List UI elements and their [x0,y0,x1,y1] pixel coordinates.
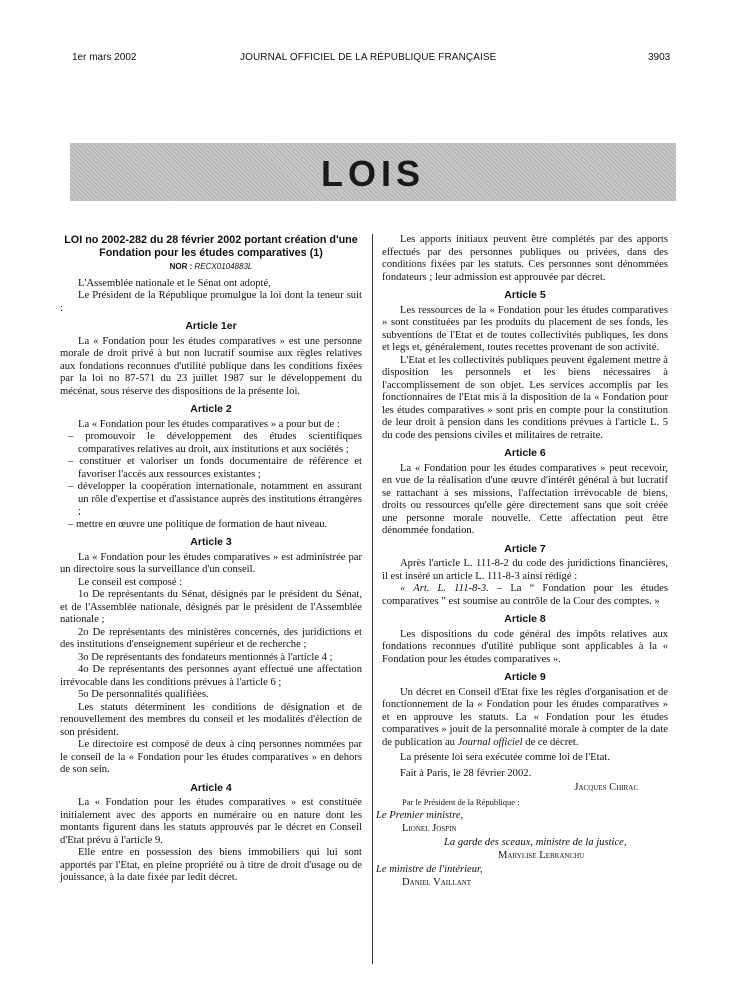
pm-title: Le Premier ministre, [376,810,464,821]
pm-name: Lionel Jospin [402,822,457,834]
article-quote: – La “ Fondation pour les études comparatives ” est soumise au contrôle de la Cour des comptes. » [382,583,668,607]
article-paragraph: La « Fondation pour les études comparatives » est une personne morale de droit privé à but non lucratif soumise aux règles relatives aux fondations reconnues d'utilité publique dans les conditions fixées par la loi no 87-571 du 23 juillet 1987 sur le développement du mécénat, sous réserve des dispositions de la présente loi. [60,335,362,397]
article-heading: Article 7 [504,542,546,555]
nor-code: RECX0104883L [194,262,253,271]
list-item: 3o De représentants des fondateurs mentionnés à l'article 4 ; [78,651,333,663]
list-item: – développer la coopération internationale, notamment en assurant un rôle d'expertise et d'assistance auprès des institutions étrangères ; [68,481,362,517]
text-segment: Un décret en Conseil d'Etat fixe les règles d'organisation et de fonctionnement de la « Fondation pour les études comparatives » et en approuve les statuts. La « Fondation pour les études comparatives » jouit de la personnalité morale à compter de la date de publication au [382,686,668,748]
article-paragraph: Après l'article L. 111-8-2 du code des juridictions financières, il est inséré un article L. 111-8-3 ainsi rédigé : [382,558,668,582]
article-paragraph: La « Fondation pour les études comparatives » est constituée initialement avec des apports en numéraire ou en nature dont les montants figurent dans les statuts approuvés par le décret en Conseil d'Etat prévu à l'article 9. [60,797,362,846]
column-divider [372,234,373,964]
article-paragraph: Le conseil est composé : [78,576,183,588]
list-item: – mettre en œuvre une politique de formation de haut niveau. [68,518,328,530]
article-paragraph: La « Fondation pour les études comparatives » a pour but de : [78,418,340,430]
interior-title: Le ministre de l'intérieur, [376,864,483,875]
text-segment: de ce décret. [522,736,579,748]
article-heading: Article 5 [504,289,546,301]
article-paragraph [382,583,668,608]
nor-label: NOR : [169,262,193,271]
execution-clause: La présente loi sera exécutée comme loi de l'Etat. [400,752,610,763]
interior-name: Daniel Vaillant [402,876,472,888]
article-paragraph: Le directoire est composé de deux à cinq personnes nommées par le conseil de la « Fondation pour les études comparatives » en dehors de son sein. [60,739,362,775]
justice-title: La garde des sceaux, ministre de la justice, [444,837,627,848]
place-date: Fait à Paris, le 28 février 2002. [400,767,532,779]
article-paragraph: L'Etat et les collectivités publiques peuvent également mettre à disposition les personnels et les biens nécessaires à l'accomplissement de son objet. Les services accomplis par les fonctionnaires de l'Etat mis à la disposition de la « Fondation pour les études comparatives » sont pris en compte pour la constitution de leur droit à pension dans les conditions prévues à l'article L. 5 du code des pensions civiles et militaires de retraite. [382,354,668,441]
intro-line: Le Président de la République promulgue la loi dont la teneur suit : [60,290,362,314]
article-heading: Article 9 [504,671,546,683]
page-header [0,50,748,66]
article-heading: Article 1er [185,320,237,332]
right-column [376,234,668,889]
left-column [60,234,362,885]
list-item: – constituer et valoriser un fonds documentaire de référence et favoriser l'accès aux ressources existantes ; [68,456,362,480]
article-paragraph: Les ressources de la « Fondation pour les études comparatives » sont constituées par les produits du placement de ses fonds, les subventions de l'Etat et de toutes collectivités publiques, les dons et legs et, généralement, toutes recettes provenant de son activité. [382,304,668,353]
article-heading: Article 4 [190,781,232,794]
president-signature: Jacques Chirac [574,782,638,793]
journal-reference: Journal officiel [457,736,523,748]
issue-date: 1er mars 2002 [72,52,137,63]
article-heading: Article 6 [504,447,546,459]
list-item: 1o De représentants du Sénat, désignés par le président du Sénat, et de l'Assemblée nationale, désignés par le président de l'Assemblée nationale ; [60,589,362,625]
article-heading: Article 3 [190,536,232,548]
article-paragraph: La « Fondation pour les études comparatives » peut recevoir, en vue de la réalisation d'une œuvre d'intérêt général à but lucratif se rattachant à ses missions, l'affectation irrévocable de biens, droits ou ressources qu'elle gère directement sans que soit créée une personne morale nouvelle. Cette affectation peut être dénommée fondation. [382,462,668,536]
article-heading: Article 8 [504,613,546,625]
list-item: – promouvoir le développement des études scientifiques comparatives relatives au droit, aux institutions et aux sociétés ; [68,431,362,455]
justice-name: Marylise Lebranchu [498,849,585,861]
article-list [60,431,362,531]
article-reference: « Art. L. 111-8-3. [400,583,489,594]
article-paragraph: La « Fondation pour les études comparatives » est administrée par un directoire sous la surveillance d'un conseil. [60,551,362,575]
section-title: LOIS [320,153,425,194]
section-banner [70,143,676,201]
journal-title: JOURNAL OFFICIEL DE LA RÉPUBLIQUE FRANÇAISE [240,52,497,63]
list-item: 4o De représentants des personnes ayant effectué une affectation irrévocable dans les conditions prévues à l'article 6 ; [60,664,362,688]
by-president: Par le Président de la République : [402,796,520,807]
article-paragraph: Les apports initiaux peuvent être complétés par des apports effectués par des personnes publiques ou privées, dans des conditions fixées par les statuts. Ces personnes sont dénommées fondateurs ; leur admission est approuvée par décret. [382,234,668,283]
intro-line: L'Assemblée nationale et le Sénat ont adopté, [78,277,271,289]
article-paragraph: Elle entre en possession des biens immobiliers qui lui sont apportés par l'Etat, en pleine propriété ou à titre de droit d'usage ou de jouissance, à la date fixée par ledit décret. [60,847,362,883]
law-title: LOI no 2002-282 du 28 février 2002 portant création d'une Fondation pour les études comparatives (1) [64,234,358,259]
article-paragraph [382,687,668,750]
list-item: 2o De représentants des ministères concernés, des juridictions et des institutions d'enseignement supérieur et de recherche ; [60,626,362,650]
article-paragraph: Les statuts déterminent les conditions de désignation et de renouvellement des membres du conseil et les modalités d'élection de son président. [60,701,362,738]
page-number: 3903 [648,52,671,63]
article-paragraph: Les dispositions du code général des impôts relatives aux fondations reconnues d'utilité publique sont applicables à la « Fondation pour les études comparatives ». [382,628,668,665]
nor-reference [60,261,362,274]
article-heading: Article 2 [190,403,232,415]
list-item: 5o De personnalités qualifiées. [78,689,209,700]
